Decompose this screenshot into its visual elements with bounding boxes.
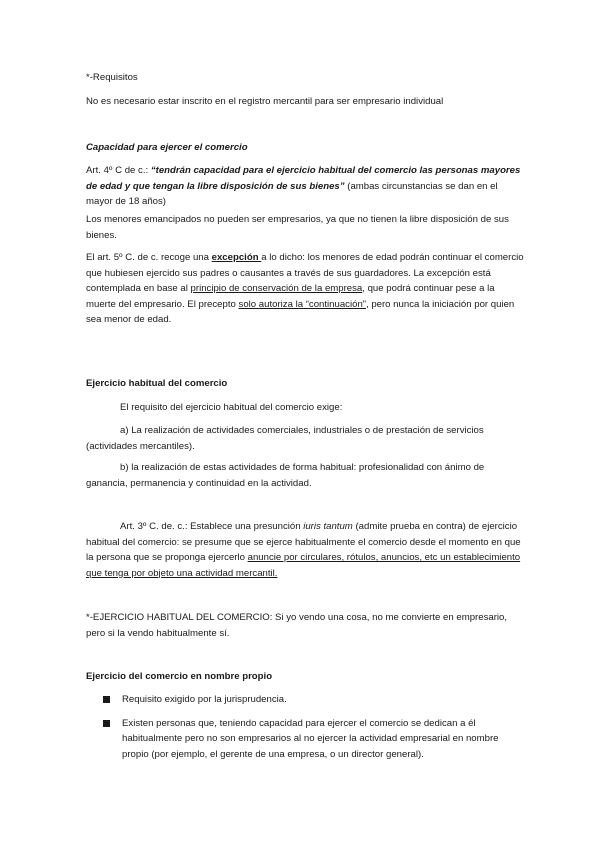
art3-text-a: Art. 3º C. de. c.: Establece una presunción xyxy=(120,521,304,532)
habitual-item-a: a) La realización de actividades comerciales, industriales o de prestación de servicios (actividades mercantiles). xyxy=(86,425,484,452)
habitual-item-b: b) la realización de estas actividades de forma habitual: profesionalidad con ánimo de ganancia, permanencia y continuidad en la actividad. xyxy=(86,462,485,489)
art3-text-b: (admite prueba en contra) de ejercicio habitual del comercio: se presume que se ejerce habitualmente el comercio desde el momento en que la persona que se proponga ejercerlo xyxy=(86,521,521,564)
art5-text-a: El art. 5º C. de c. recoge una xyxy=(86,252,212,263)
art3-paragraph xyxy=(86,519,526,581)
habitual-note: *-EJERCICIO HABITUAL DEL COMERCIO: Si yo vendo una cosa, no me convierte en empresario, pero si la vendo habitualmente sí. xyxy=(86,612,508,639)
excepcion-term: excepción xyxy=(211,252,262,263)
propio-bullet-list xyxy=(86,692,526,762)
habitual-intro: El requisito del ejercicio habitual del comercio exige: xyxy=(120,402,343,413)
iuris-tantum-term: iuris tantum xyxy=(303,521,353,532)
requisitos-text: No es necesario estar inscrito en el registro mercantil para ser empresario individual xyxy=(86,96,444,107)
art4-paragraph xyxy=(86,163,526,210)
art4-prefix: Art. 4º C de c.: xyxy=(86,165,151,176)
art5-text-b: a lo dicho: los menores de edad podrán continuar el comercio que hubiesen ejercido sus padres o causantes a través de sus guardadores. La excepción está contemplada en base al xyxy=(86,252,524,295)
menores-paragraph: Los menores emancipados no pueden ser empresarios, ya que no tienen la libre disposición de sus bienes. xyxy=(86,214,509,241)
art4-quote: “tendrán capacidad para el ejercicio habitual del comercio las personas mayores de edad y que tengan la libre disposición de sus bienes” xyxy=(86,165,521,192)
art4-suffix: (ambas circunstancias se dan en el mayor de 18 años) xyxy=(86,180,498,208)
bullet-text: Requisito exigido por la jurisprudencia. xyxy=(122,694,287,705)
anuncie-term: anuncie por circulares, rótulos, anuncios, etc un establecimiento que tenga por objeto una actividad mercantil. xyxy=(86,552,521,579)
bullet-text: Existen personas que, teniendo capacidad para ejercer el comercio se dedican a él habitualmente pero no son empresarios al no ejercer la actividad empresarial en nombre propio (por ejemplo, el gerente de una empresa, o un director general). xyxy=(122,717,499,760)
capacidad-heading: Capacidad para ejercer el comercio xyxy=(86,142,248,153)
square-bullet-icon xyxy=(103,696,110,703)
bullet-item xyxy=(86,692,526,708)
solo-autoriza-term: solo autoriza la “continuación” xyxy=(238,298,366,310)
habitual-heading: Ejercicio habitual del comercio xyxy=(86,378,228,389)
art5-paragraph xyxy=(86,250,526,328)
requisitos-heading: *-Requisitos xyxy=(86,72,138,83)
square-bullet-icon xyxy=(103,720,110,727)
bullet-item xyxy=(86,716,526,763)
propio-heading: Ejercicio del comercio en nombre propio xyxy=(86,671,273,682)
art5-text-d: , pero nunca la iniciación por quien sea menor de edad. xyxy=(86,298,515,326)
art5-text-c: , que podrá continuar pese a la muerte del empresario. El precepto xyxy=(86,283,495,310)
principio-term: principio de conservación de la empresa xyxy=(190,283,363,295)
